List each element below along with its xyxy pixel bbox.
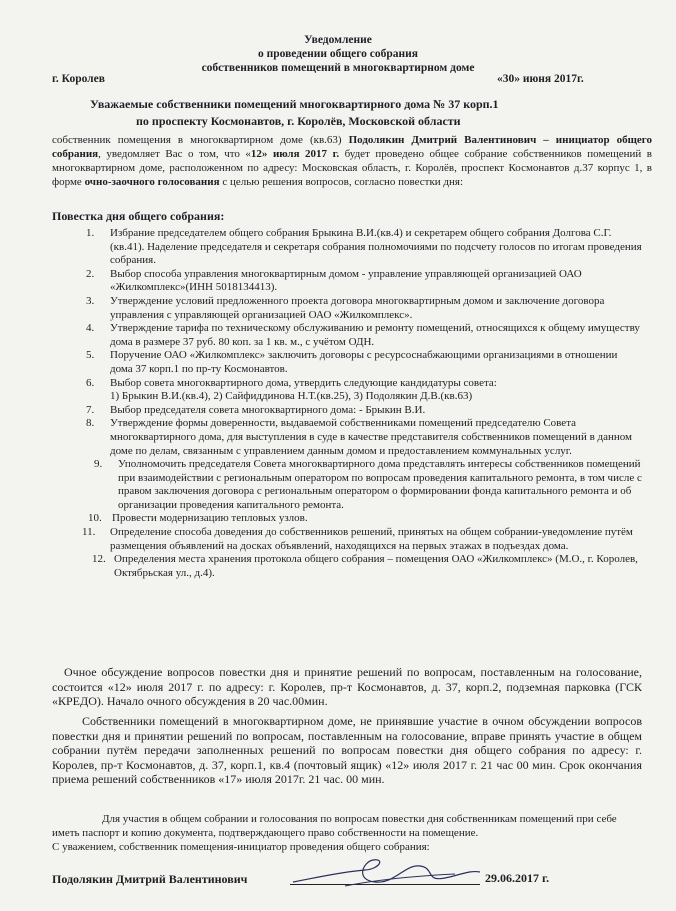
agenda-item-text: Избрание председателем общего собрания Брыкина В.И.(кв.4) и секретарем общего собрания Долгова С.Г.(кв.41). Наделение председателя и секретаря собрания полномочиями по подсчету голосов по итогам проведения собрания.: [110, 227, 642, 267]
intro-text: собственник помещения в многоквартирном доме (кв.63): [52, 134, 349, 146]
absentee-voting-paragraph: Собственники помещений в многоквартирном доме, не принявшие участие в очном обсуждении вопросов повестки дня и принятии решений по вопросам, поставленным на голосование, вправе принять участие в общем собрании путём передачи заполненных решений по вопросам повестки дня общего собрания по адресу: г. Королев, пр-т Космонавтов, д. 37, корп.1, кв.4 (почтовый ящик) «12» июля 2017 г. 21 час 00 мин. Срок окончания приема решений собственников «17» июля 2017г. 21 час. 00 мин.: [52, 714, 642, 787]
greeting-line-1: Уважаемые собственники помещений многоквартирного дома № 37 корп.1: [90, 97, 499, 111]
agenda-item: [52, 377, 642, 404]
greeting-line-2: по проспекту Космонавтов, г. Королёв, Московской области: [136, 114, 461, 128]
intro-text: будет проведено общее собрание собственников помещений в многоквартирном доме, расположенном по адресу: Московская область, г. Королёв, проспект Космонавтов д.37 корпус 1, в форме: [52, 148, 652, 188]
closing-line: С уважением, собственник помещения-инициатор проведения общего собрания:: [52, 841, 430, 853]
agenda-item-text: Утверждение условий предложенного проекта договора многоквартирным домом и заключение договора управления с управляющей организацией ОАО «Жилкомплекс».: [110, 294, 605, 321]
agenda-item-text: Определение способа доведения до собственников решений, принятых на общем собрании-уведомление путём размещения объявлений на досках объявлений, находящихся на первых этажах в подъездах дома.: [110, 526, 633, 552]
agenda-item-text: Провести модернизацию тепловых узлов.: [112, 512, 308, 525]
agenda-item-number: 10.: [88, 512, 102, 525]
agenda-item-number: 4.: [86, 322, 95, 335]
agenda-item-text: Поручение ОАО «Жилкомплекс» заключить договоры с ресурсоснабжающими организациями в отношении дома 37 корп.1 по пр-ту Космонавтов.: [110, 349, 618, 375]
agenda-heading: Повестка дня общего собрания:: [52, 209, 225, 223]
agenda-item: [52, 553, 642, 580]
council-candidates: 1) Брыкин В.И.(кв.4), 2) Сайфиддинова Н.Т.(кв.25), 3) Подолякин Д.В.(кв.63): [110, 390, 473, 403]
meeting-form: очно-заочного голосования: [84, 176, 220, 188]
city: г. Королев: [52, 73, 105, 85]
agenda-item: [52, 322, 642, 349]
agenda-item-text: Выбор способа управления многоквартирным домом - управление управляющей организацией ОАО «Жилкомплекс»(ИНН 5018134413).: [110, 267, 582, 294]
meeting-date: 12» июля 2017 г.: [250, 148, 340, 160]
intro-text: с целью решения вопросов, согласно повестки дня:: [219, 176, 464, 188]
agenda-item: [52, 268, 642, 295]
agenda-item-number: 5.: [86, 349, 95, 362]
agenda-item-number: 12.: [92, 553, 106, 566]
agenda-item-number: 9.: [94, 458, 103, 471]
agenda-item: [52, 227, 642, 268]
agenda-item-number: 8.: [86, 417, 95, 430]
agenda-item-text: Выбор совета многоквартирного дома, утвердить следующие кандидатуры совета:: [110, 376, 497, 389]
agenda-list: [52, 227, 642, 580]
agenda-item: [52, 417, 642, 458]
documents-paragraph: Для участия в общем собрании и голосования по вопросам повестки дня собственникам помещений при себе иметь паспорт и копию документа, подтверждающего право собственности на помещение.: [52, 813, 617, 839]
agenda-item: [52, 512, 642, 526]
agenda-item-number: 3.: [86, 294, 95, 307]
agenda-item-text: Выбор председателя совета многоквартирного дома: - Брыкин В.И.: [110, 403, 426, 416]
agenda-item-text: Утверждение формы доверенности, выдаваемой собственниками помещений председателю Совета многоквартирного дома, для выступления в суде в качестве представителя собственников помещений в данном доме по делам, связанным с управлением данным домом и предоставлением коммунальных услуг.: [110, 417, 633, 457]
agenda-item-number: 1.: [86, 227, 95, 239]
meeting-details-paragraph: Очное обсуждение вопросов повестки дня и принятие решений по вопросам, поставленным на голосование, состоится «12» июля 2017 г. по адресу: г. Королев, пр-т Космонавтов, д. 37, корп.2, подземная парковка (ГСК «КРЕДО). Начало очного обсуждения в 20 час.00мин.: [52, 665, 642, 709]
signer-name: Подолякин Дмитрий Валентинович: [52, 872, 248, 886]
agenda-item: [52, 349, 642, 376]
agenda-item: [52, 458, 642, 512]
document-subtitle: о проведении общего собрания: [257, 48, 419, 60]
initiator-name: Подолякин Дмитрий Валентинович – инициатор общего собрания: [52, 134, 652, 160]
document-title: Уведомление: [304, 34, 372, 46]
document-subtitle-2: собственников помещений в многоквартирном доме: [201, 62, 475, 74]
handwritten-signature: [285, 852, 485, 892]
intro-text: , уведомляет Вас о том, что «: [98, 148, 251, 160]
agenda-item-text: Утверждение тарифа по техническому обслуживанию и ремонту помещений, относящихся к общему имуществу дома в размере 37 руб. 80 коп. за 1 кв. м., с учётом ОДН.: [110, 322, 640, 348]
agenda-item-text: Уполномочить председателя Совета многоквартирного дома представлять интересы собственников помещений при взаимодействии с региональным оператором по вопросам проведения капитального ремонта, в том числе с правом заключения договора с региональным оператором о формировании фонда капитального ремонта и об организации проведения капитального ремонта.: [118, 458, 642, 511]
agenda-item-number: 6.: [86, 376, 95, 389]
agenda-item: [52, 404, 642, 418]
document-date: «30» июня 2017г.: [497, 73, 584, 85]
signature-date: 29.06.2017 г.: [485, 871, 550, 885]
agenda-item: [52, 295, 642, 322]
agenda-item-number: 2.: [86, 267, 95, 280]
intro-paragraph: [52, 133, 652, 189]
agenda-item-text: Определения места хранения протокола общего собрания – помещения ОАО «Жилкомплекс» (М.О., г. Королев, Октябрьская ул., д.4).: [114, 553, 638, 579]
agenda-item-number: 7.: [86, 403, 95, 416]
agenda-item: [52, 526, 642, 553]
agenda-item-number: 11.: [82, 526, 96, 539]
